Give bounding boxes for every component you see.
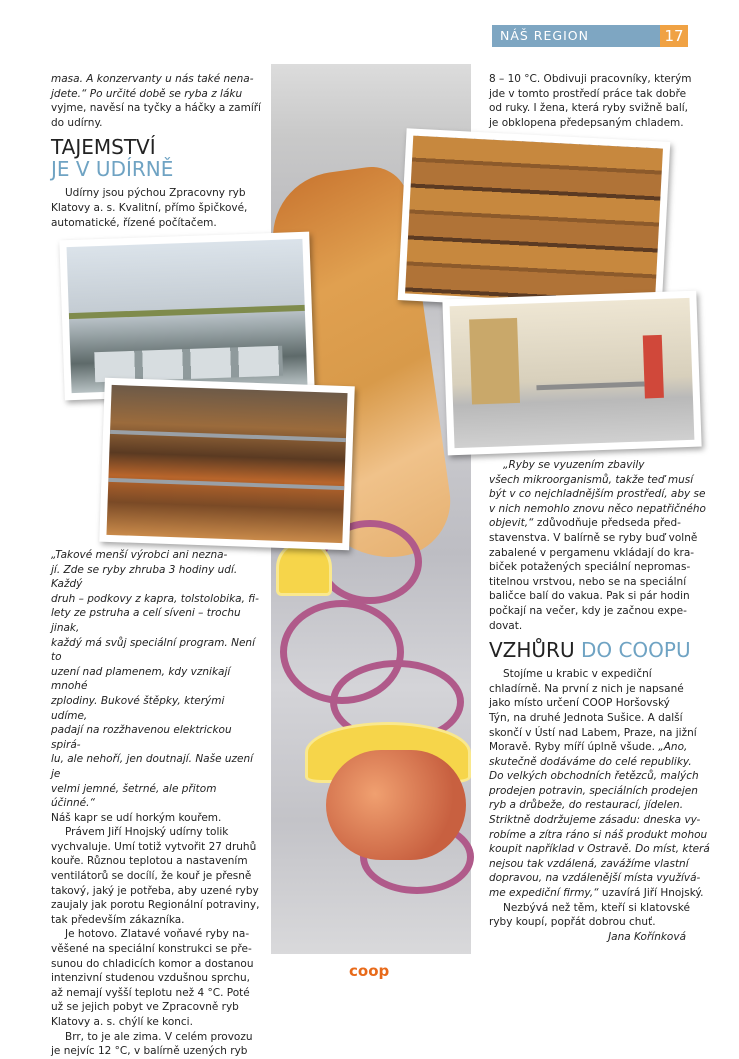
text-line: automatické, řízené počítačem. bbox=[51, 216, 217, 229]
quote-line: me expediční firmy,“ bbox=[489, 887, 599, 900]
photo-fish-fillets-trays bbox=[398, 128, 671, 314]
text-line: intenzivní studenou vzdušnou sprchu, bbox=[51, 972, 251, 985]
quote-line: lu, ale nehoří, jen doutnají. Naše uzení je bbox=[51, 753, 254, 780]
quote-line: „Takové menší výrobci ani nezna- bbox=[51, 549, 228, 561]
text-line: zaujaly jak porotu Regionální potraviny, bbox=[51, 899, 260, 912]
text-line: tak především zákazníka. bbox=[51, 913, 185, 926]
text-line: sunou do chladicích komor a dostanou bbox=[51, 957, 254, 970]
quote-line: skutečně dodáváme do celé republiky. bbox=[489, 755, 692, 768]
photo-packing-room bbox=[442, 291, 701, 456]
photo-smoking-racks bbox=[99, 378, 355, 551]
text-line: jde v tomto prostředí práce tak dobře bbox=[489, 87, 687, 100]
quote-line: koupit například v Ostravě. Do míst, která bbox=[489, 843, 710, 856]
quote-line: „Ano, bbox=[658, 741, 688, 754]
heading-tajemstvi: TAJEMSTVÍ bbox=[51, 135, 156, 160]
photo-fish-ponds bbox=[59, 232, 314, 401]
text-line: 8 – 10 °C. Obdivuji pracovníky, kterým bbox=[489, 73, 692, 85]
quote-line: Do velkých obchodních řetězců, malých bbox=[489, 770, 699, 783]
text-line: Stojíme u krabic v expediční bbox=[503, 668, 652, 681]
quote-line: robíme a zítra ráno si náš produkt mohou bbox=[489, 828, 708, 841]
column-1-top bbox=[51, 72, 261, 230]
text-line: Klatovy a. s. chýlí ke konci. bbox=[51, 1016, 193, 1028]
heading-part-b: DO COOPU bbox=[580, 638, 691, 663]
quote-line: v nich nemohlo znovu něco nepatřičného bbox=[489, 502, 706, 515]
coop-logo: coop bbox=[349, 962, 390, 980]
heading-v-udirne: JE V UDÍRNĚ bbox=[51, 157, 174, 182]
text-line: jdete.“ Po určité době se ryba z láku bbox=[51, 87, 243, 100]
quote-line: „Ryby se vyuzením zbavily bbox=[503, 459, 645, 471]
text-line: je obklopena předepsaným chladem. bbox=[489, 116, 684, 129]
text-line: biček potažených speciální nepromas- bbox=[489, 561, 691, 574]
section-title: NÁŠ REGION bbox=[500, 28, 589, 43]
quote-line: každý má svůj speciální program. Není to bbox=[51, 636, 255, 664]
quote-line: padají na rozžhavenou elektrickou spirá- bbox=[51, 724, 232, 751]
quote-line: lety ze pstruha a celí síveni – trochu jinak, bbox=[51, 607, 241, 634]
text-line: zabalené v pergamenu vkládají do kra- bbox=[489, 546, 695, 559]
heading-part-a: VZHŮRU bbox=[489, 638, 581, 663]
column-3-top bbox=[489, 72, 709, 130]
text-line: do udírny. bbox=[51, 116, 103, 129]
column-1-bottom bbox=[51, 548, 263, 1059]
author: Jana Kořínková bbox=[608, 930, 686, 943]
quote-line: jí. Zde se ryby zhruba 3 hodiny udí. Každý bbox=[51, 563, 238, 591]
text-line: věšené na speciální konstrukci se pře- bbox=[51, 943, 252, 956]
text-line: Moravě. Ryby míří úplně všude. bbox=[489, 741, 659, 754]
text-line: masa. A konzervanty u nás také nena- bbox=[51, 73, 254, 85]
text-line: dovat. bbox=[489, 619, 523, 632]
text-line: uzavírá Jiří Hnojský. bbox=[598, 887, 704, 900]
heading-vzhuru-do-coopu bbox=[489, 639, 714, 661]
text-line: stavenstva. V balírně se ryby buď volně bbox=[489, 531, 698, 544]
quote-line: zplodiny. Bukové štěpky, kterými udíme, bbox=[51, 694, 225, 722]
quote-line: ryb a drůbeže, do restaurací, jídelen. bbox=[489, 799, 684, 812]
text-line: až nemají vyšší teplotu než 4 °C. Poté bbox=[51, 986, 250, 999]
text-line: ventilátorů se docílí, že kouř je přesně bbox=[51, 870, 252, 883]
quote-line: prodejen potravin, speciálních prodejen bbox=[489, 784, 698, 797]
quote-line: všech mikroorganismů, takže teď musí bbox=[489, 473, 694, 486]
text-line: Udírny jsou pýchou Zpracovny ryb bbox=[65, 187, 246, 200]
quote-line: velmi jemné, šetrné, ale přitom účinné.“ bbox=[51, 782, 217, 810]
text-line: jako místo určení COOP Horšovský bbox=[489, 697, 670, 710]
text-line: titelnou vrstvou, nebo se na speciální bbox=[489, 575, 687, 588]
text-line: už se jejich pobyt ve Zpracovně ryb bbox=[51, 1001, 239, 1014]
text-line: ryby koupí, popřát dobrou chuť. bbox=[489, 916, 656, 929]
text-line: kouře. Různou teplotou a nastavením bbox=[51, 855, 248, 868]
text-line: Právem Jiří Hnojský udírny tolik bbox=[65, 826, 229, 839]
text-line: je nejvíc 12 °C, v balírně uzených ryb bbox=[51, 1045, 248, 1058]
quote-line: dopravou, na vzdálenější místa využívá- bbox=[489, 872, 701, 885]
text-line: Klatovy a. s. Kvalitní, přímo špičkové, bbox=[51, 201, 248, 214]
smoked-fish-image bbox=[326, 750, 466, 860]
quote-line: druh – podkovy z kapra, tolstolobika, fi- bbox=[51, 592, 259, 605]
quote-line: uzení nad plamenem, kdy vznikají mnohé bbox=[51, 665, 231, 693]
text-line: zdůvodňuje předseda před- bbox=[533, 517, 681, 530]
text-line: vyjme, navěsí na tyčky a háčky a zamíří bbox=[51, 102, 261, 115]
text-line: Týn, na druhé Jednota Sušice. A další bbox=[489, 711, 683, 724]
quote-line: objevit,“ bbox=[489, 517, 534, 530]
text-line: Brr, to je ale zima. V celém provozu bbox=[65, 1030, 253, 1043]
text-line: Náš kapr se udí horkým kouřem. bbox=[51, 811, 222, 824]
page-number: 17 bbox=[660, 25, 688, 47]
quote-line: nejsou tak vzdálená, zavážíme vlastní bbox=[489, 857, 689, 870]
text-line: baličce balí do vakua. Pak si pár hodin bbox=[489, 590, 690, 603]
quote-line: být v co nejchladnějším prostředí, aby se bbox=[489, 488, 706, 501]
text-line: od ruky. I žena, která ryby svižně balí, bbox=[489, 102, 688, 115]
quote-line: Striktně dodržujeme zásadu: dneska vy- bbox=[489, 814, 701, 827]
text-line: Je hotovo. Zlatavé voňavé ryby na- bbox=[65, 928, 250, 941]
text-line: takový, jaký je potřeba, aby uzené ryby bbox=[51, 884, 259, 897]
text-line: vychvaluje. Umí totiž vytvořit 27 druhů bbox=[51, 840, 257, 853]
text-line: chladírně. Na první z nich je napsané bbox=[489, 682, 684, 695]
column-3-bottom bbox=[489, 458, 714, 944]
text-line: skončí v Ústí nad Labem, Praze, na jižní bbox=[489, 726, 697, 739]
text-line: Nezbývá než těm, kteří si klatovské bbox=[503, 901, 690, 914]
text-line: počkají na večer, kdy je začnou expe- bbox=[489, 604, 687, 617]
